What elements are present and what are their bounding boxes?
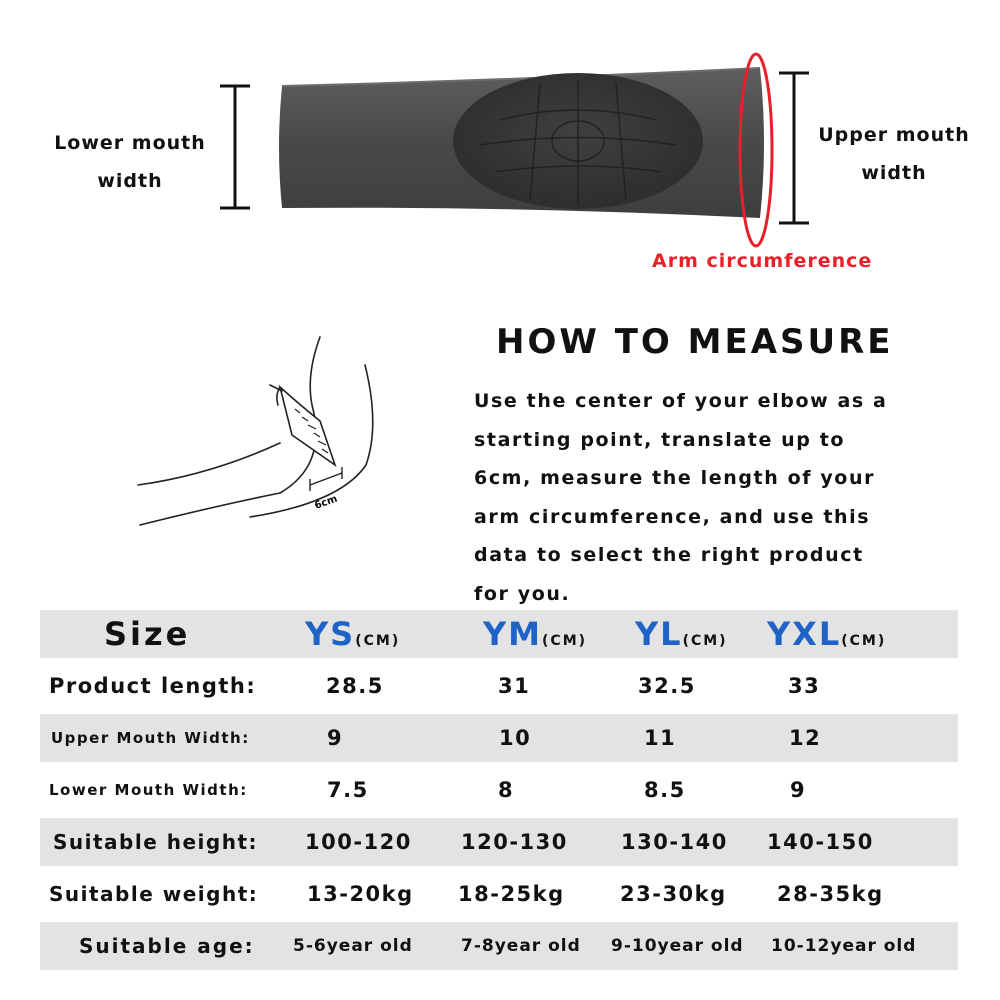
table-cell: 7.5 [327, 778, 369, 802]
size-col-ys: YS(CM) [305, 615, 401, 653]
table-cell: 9-10year old [611, 936, 744, 956]
row-label: Product length: [49, 674, 257, 698]
size-col-ym: YM(CM) [483, 615, 588, 653]
table-cell: 13-20kg [307, 882, 414, 906]
row-label: Upper Mouth Width: [51, 729, 250, 747]
arm-measuring-tape-icon [130, 325, 390, 545]
table-cell: 9 [327, 726, 344, 750]
lower-mouth-measure-bar [220, 86, 250, 208]
table-cell: 7-8year old [461, 936, 581, 956]
table-row [40, 662, 958, 710]
table-cell: 32.5 [638, 674, 696, 698]
elbow-sleeve-image [279, 68, 764, 218]
table-cell: 33 [788, 674, 821, 698]
table-cell: 10-12year old [771, 936, 917, 956]
size-col-yxl: YXL(CM) [767, 615, 887, 653]
how-to-line: for you. [474, 582, 571, 605]
size-header-label: Size [104, 615, 191, 653]
row-label: Suitable age: [79, 934, 255, 958]
upper-mouth-label: Upper mouth width [818, 124, 970, 184]
table-cell: 130-140 [621, 830, 728, 854]
table-cell: 10 [499, 726, 532, 750]
size-header-row [40, 610, 958, 658]
table-cell: 28.5 [326, 674, 384, 698]
arm-circumference-label: Arm circumference [652, 250, 873, 272]
row-label: Suitable weight: [49, 882, 259, 906]
lower-mouth-label: Lower mouth width [54, 132, 206, 192]
table-cell: 8 [498, 778, 515, 802]
table-cell: 100-120 [305, 830, 412, 854]
table-cell: 5-6year old [293, 936, 413, 956]
table-row [40, 870, 958, 918]
table-row [40, 766, 958, 814]
table-cell: 28-35kg [777, 882, 884, 906]
how-to-title: HOW TO MEASURE [496, 322, 894, 362]
table-row [40, 922, 958, 970]
table-cell: 9 [790, 778, 807, 802]
table-row [40, 714, 958, 762]
table-row [40, 818, 958, 866]
table-cell: 120-130 [461, 830, 568, 854]
how-to-line: arm circumference, and use this [474, 505, 871, 528]
how-to-line: 6cm, measure the length of your [474, 467, 876, 489]
how-to-line: data to select the right product [474, 544, 864, 566]
tape-mark-label: 6cm [313, 493, 339, 512]
row-label: Suitable height: [53, 830, 259, 854]
table-cell: 8.5 [644, 778, 686, 802]
table-cell: 31 [498, 674, 531, 698]
how-to-line: Use the center of your elbow as a [474, 390, 888, 412]
table-cell: 12 [789, 726, 822, 750]
table-cell: 11 [644, 726, 677, 750]
how-to-paragraph [474, 382, 887, 613]
table-cell: 18-25kg [458, 882, 565, 906]
table-cell: 23-30kg [620, 882, 727, 906]
how-to-line: starting point, translate up to [474, 428, 846, 451]
size-col-yl: YL(CM) [635, 615, 728, 653]
row-label: Lower Mouth Width: [49, 781, 248, 799]
table-cell: 140-150 [767, 830, 874, 854]
